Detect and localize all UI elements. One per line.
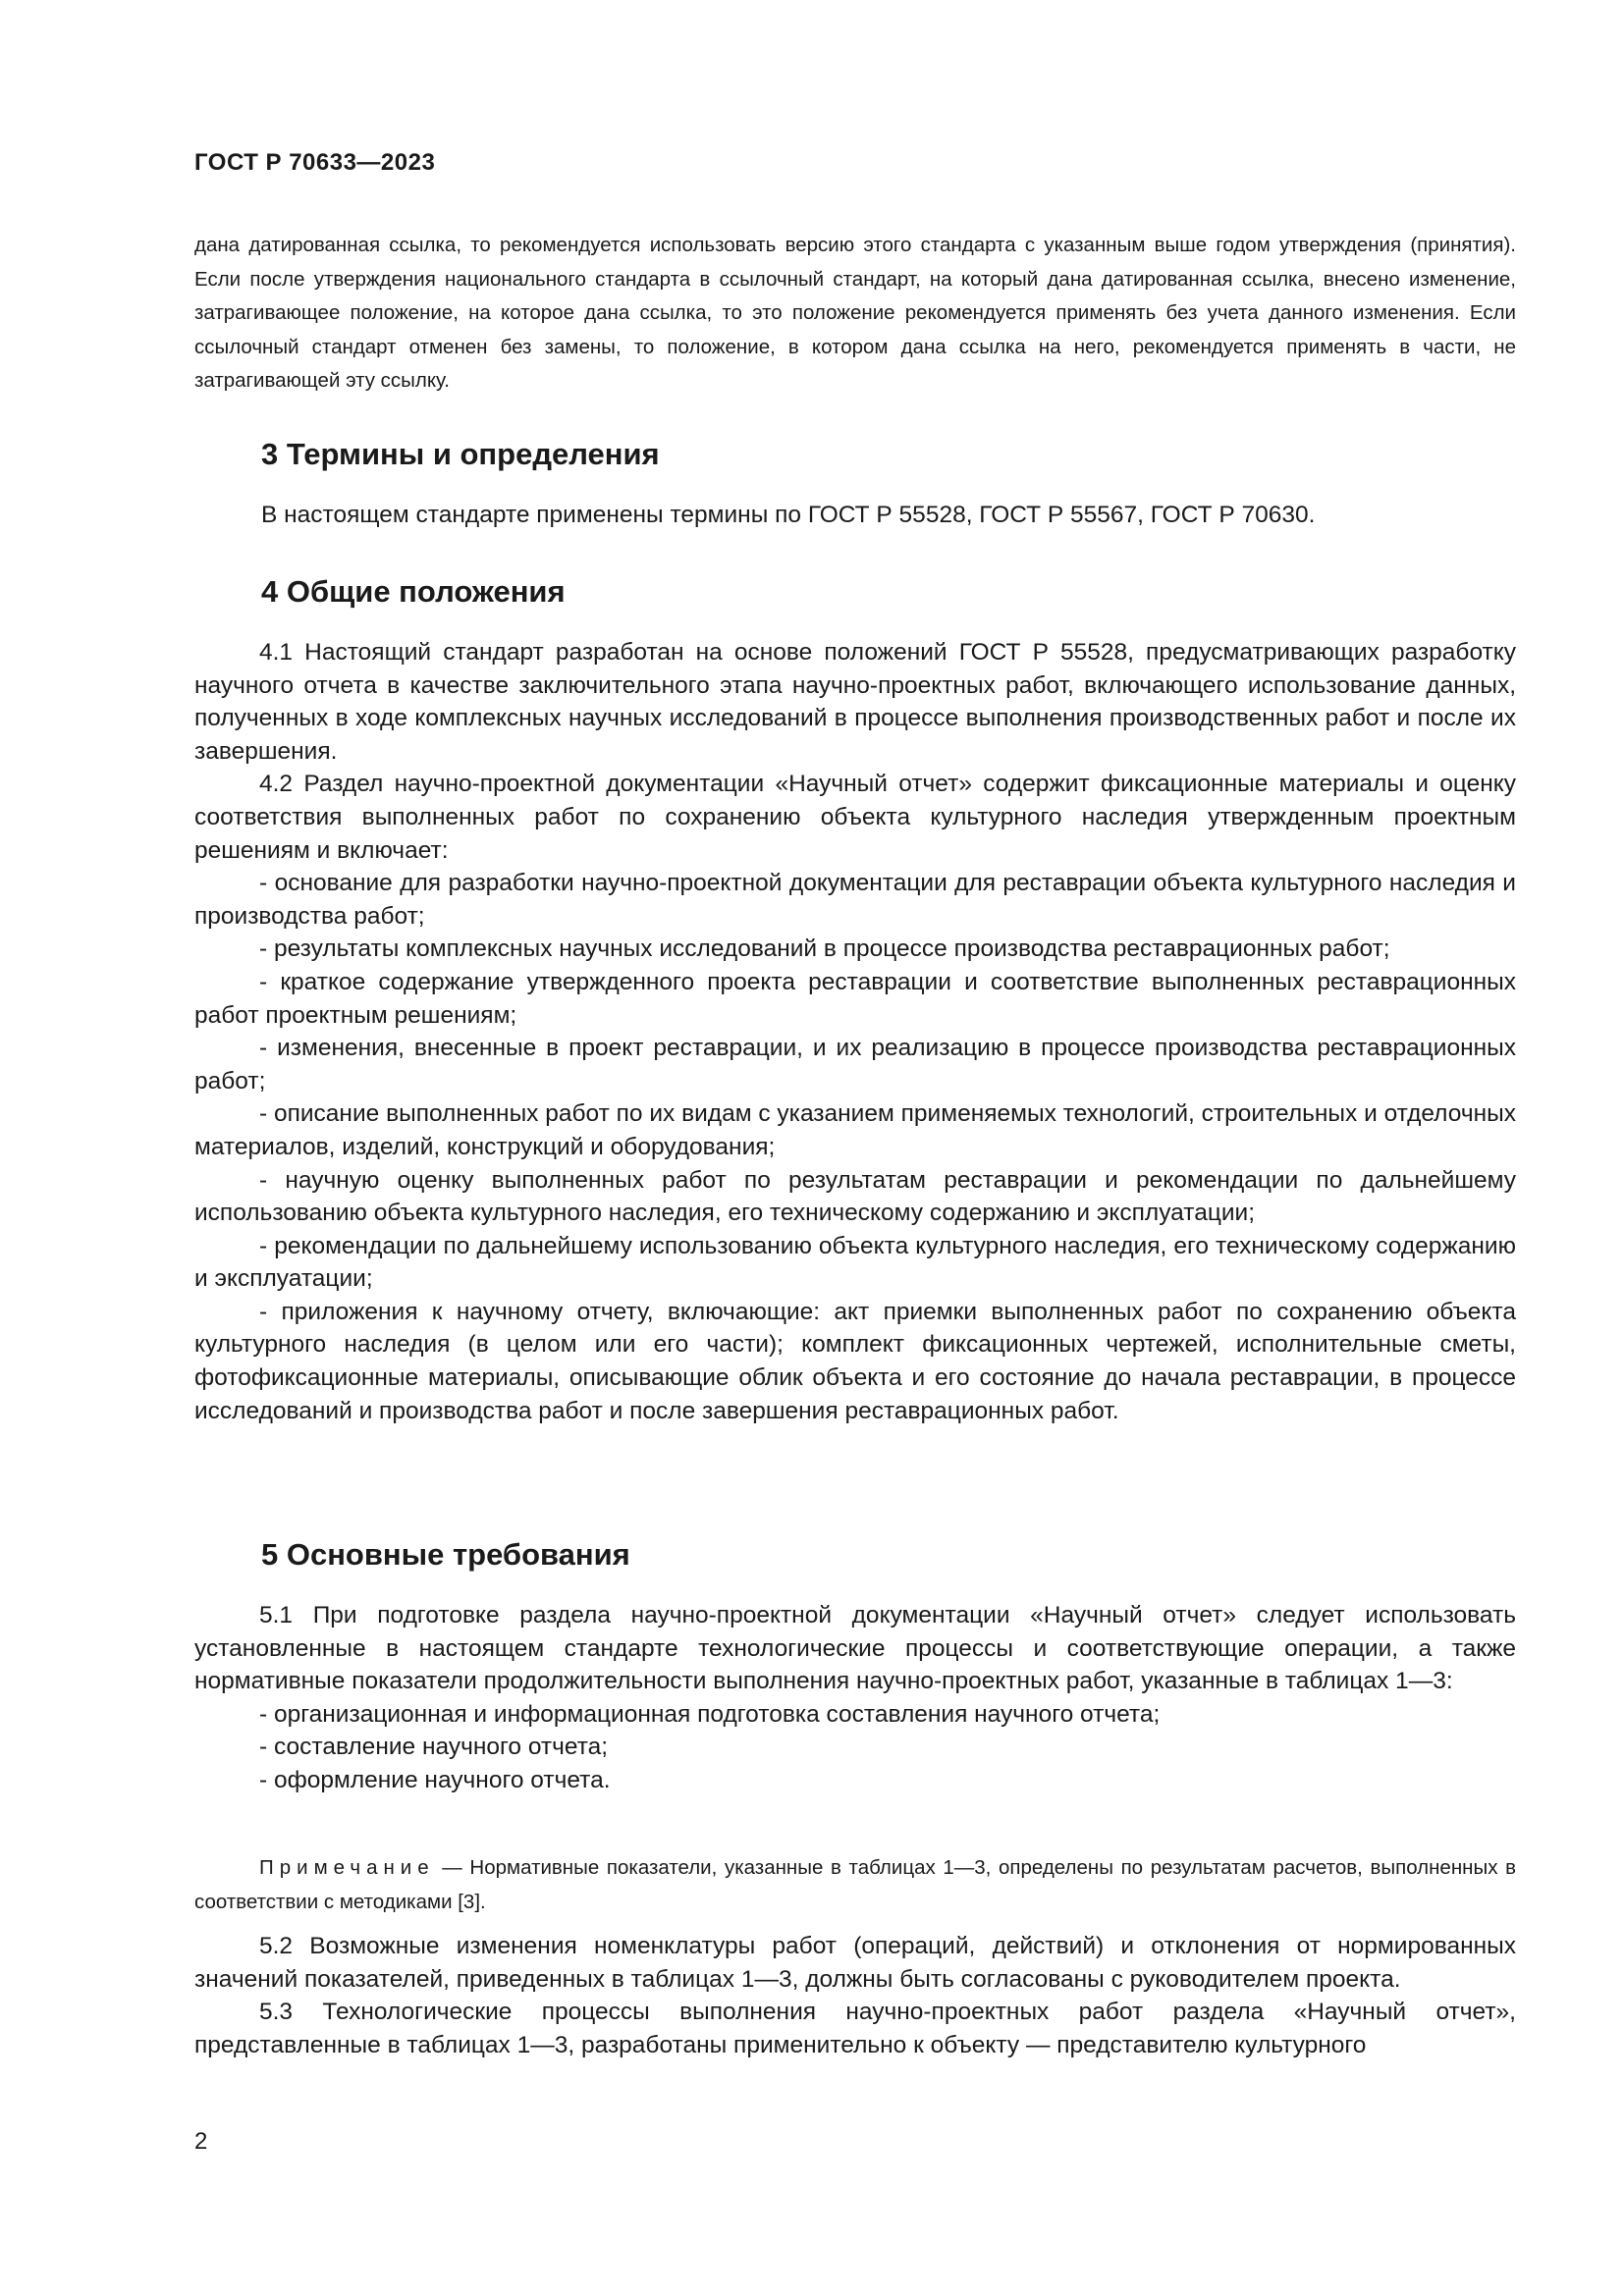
paragraph-5-2: 5.2 Возможные изменения номенклатуры работ (операций, действий) и отклонения от нормированных значений показателей, приведенных в таблицах 1—3, должны быть согласованы с руководителем проекта. bbox=[194, 1933, 1516, 1993]
section-4-body bbox=[194, 636, 1516, 1427]
list-item: - описание выполненных работ по их видам с указанием применяемых технологий, строительных и отделочных материалов, изделий, конструкций и оборудования; bbox=[194, 1100, 1516, 1160]
note-text: — Нормативные показатели, указанные в таблицах 1—3, определены по результатам расчетов, выполненных в соответствии с методиками [3]. bbox=[194, 1856, 1516, 1913]
list-item: - оформление научного отчета. bbox=[259, 1766, 611, 1793]
section-3-heading: 3 Термины и определения bbox=[261, 437, 660, 471]
note-paragraph bbox=[194, 1851, 1516, 1919]
paragraph-5-3: 5.3 Технологические процессы выполнения научно-проектных работ раздела «Научный отчет», представленные в таблицах 1—3, разработаны применительно к объекту — представителю культурного bbox=[194, 1999, 1516, 2058]
paragraph-4-2: 4.2 Раздел научно-проектной документации «Научный отчет» содержит фиксационные материалы и оценку соответствия выполненных работ по сохранению объекта культурного наследия утвержденным проектным решениям и включает: bbox=[194, 771, 1516, 864]
note-label: Примечание bbox=[259, 1856, 435, 1879]
section-4-heading: 4 Общие положения bbox=[261, 574, 566, 609]
list-item: - организационная и информационная подготовка составления научного отчета; bbox=[259, 1700, 1161, 1728]
list-item: - изменения, внесенные в проект реставрации, и их реализацию в процессе производства реставрационных работ; bbox=[194, 1035, 1516, 1095]
intro-paragraph bbox=[194, 229, 1516, 399]
intro-text: дана датированная ссылка, то рекомендуется использовать версию этого стандарта с указанным выше годом утверждения (принятия). Если после утверждения национального стандарта в ссылочный стандарт, на который дана датированная ссылка, внесено изменение, затрагивающее положение, на которое дана ссылка, то это положение рекомендуется применять без учета данного изменения. Если ссылочный стандарт отменен без замены, то положение, в котором дана ссылка на него, рекомендуется применять в части, не затрагивающей эту ссылку. bbox=[194, 234, 1516, 392]
list-item: - краткое содержание утвержденного проекта реставрации и соответствие выполненных реставрационных работ проектным решениям; bbox=[194, 968, 1516, 1029]
section-3-text bbox=[261, 499, 1518, 532]
list-item: - рекомендации по дальнейшему использованию объекта культурного наследия, его техническому содержанию и эксплуатации; bbox=[194, 1232, 1516, 1293]
section-5-heading: 5 Основные требования bbox=[261, 1537, 630, 1572]
list-item: - составление научного отчета; bbox=[259, 1734, 609, 1761]
section-5-continued bbox=[194, 1930, 1516, 2061]
list-item: - результаты комплексных научных исследований в процессе производства реставрационных работ; bbox=[259, 935, 1390, 963]
list-item: - научную оценку выполненных работ по результатам реставрации и рекомендации по дальнейшему использованию объекта культурного наследия, его техническому содержанию и эксплуатации; bbox=[194, 1166, 1516, 1227]
paragraph-5-1: 5.1 При подготовке раздела научно-проектной документации «Научный отчет» следует использовать установленные в настоящем стандарте технологические процессы и соответствующие операции, а также нормативные показатели продолжительности выполнения научно-проектных работ, указанные в таблицах 1—3: bbox=[194, 1602, 1516, 1695]
section-5-body bbox=[194, 1599, 1516, 1797]
page-number: 2 bbox=[194, 2128, 208, 2155]
standard-header: ГОСТ Р 70633—2023 bbox=[194, 149, 436, 176]
note-block bbox=[194, 1851, 1516, 1919]
section-3-paragraph: В настоящем стандарте применены термины по ГОСТ Р 55528, ГОСТ Р 55567, ГОСТ Р 70630. bbox=[261, 502, 1316, 528]
list-item: - основание для разработки научно-проектной документации для реставрации объекта культурного наследия и производства работ; bbox=[194, 870, 1516, 930]
list-item: - приложения к научному отчету, включающие: акт приемки выполненных работ по сохранению объекта культурного наследия (в целом или его части); комплект фиксационных чертежей, исполнительные сметы, фотофиксационные материалы, описывающие облик объекта и его состояние до начала реставрации, в процессе исследований и производства работ и после завершения реставрационных работ. bbox=[194, 1298, 1516, 1424]
paragraph-4-1: 4.1 Настоящий стандарт разработан на основе положений ГОСТ Р 55528, предусматривающих разработку научного отчета в качестве заключительного этапа научно-проектных работ, включающего использование данных, полученных в ходе комплексных научных исследований в процессе выполнения производственных работ и после их завершения. bbox=[194, 639, 1516, 765]
